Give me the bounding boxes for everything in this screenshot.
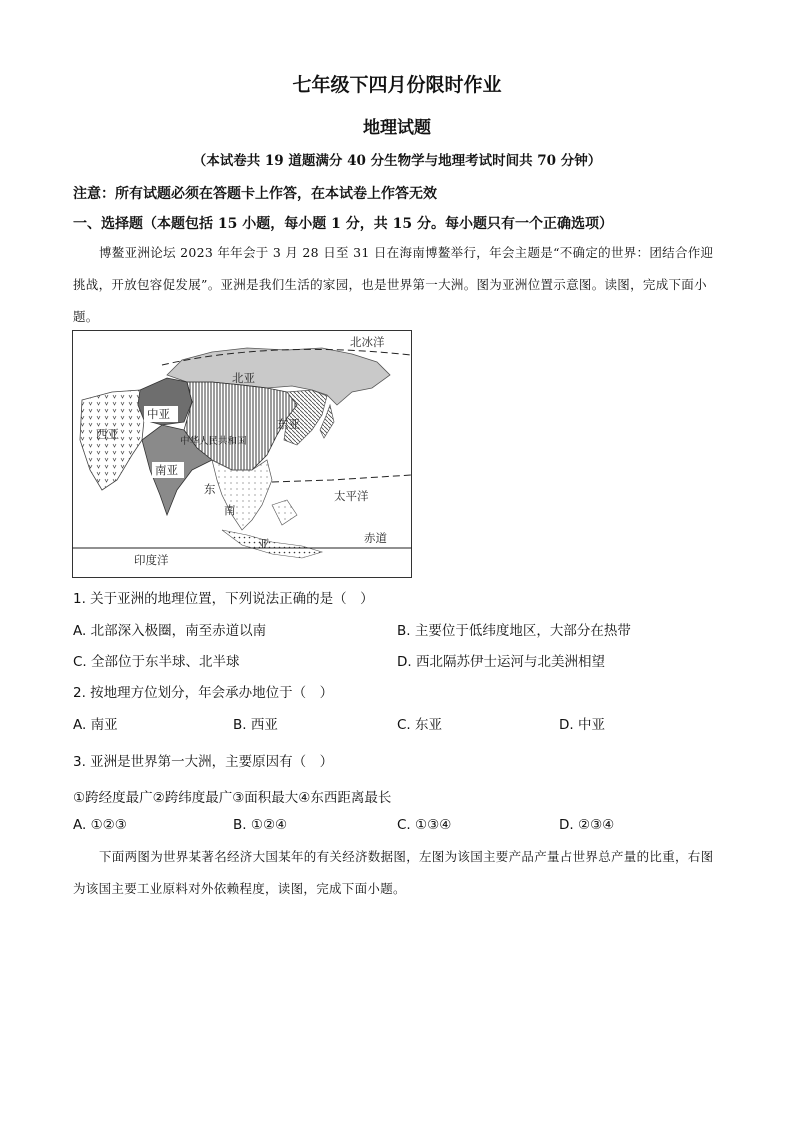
exam-info: （本试卷共 19 道题满分 40 分生物学与地理考试时间共 70 分钟） [192, 153, 602, 169]
question-3-stem: 3. 亚洲是世界第一大洲，主要原因有（ ） [73, 754, 334, 770]
passage-2: 下面两图为世界某著名经济大国某年的有关经济数据图，左图为该国主要产品产量占世界总产量的比重，右图为该国主要工业原料对外依赖程度，读图，完成下面小题。 [73, 849, 714, 896]
question-1-stem: 1. 关于亚洲的地理位置，下列说法正确的是（ ） [73, 591, 374, 607]
q1-option-b: B. 主要位于低纬度地区，大部分在热带 [397, 623, 631, 639]
q2-option-b: B. 西亚 [233, 717, 278, 733]
q1-option-c: C. 全部位于东半球、北半球 [73, 654, 240, 670]
q3-option-a: A. ①②③ [73, 817, 127, 833]
q3-option-d: D. ②③④ [559, 817, 615, 833]
q2-option-a: A. 南亚 [73, 717, 118, 733]
label-southeast-nan: 南 [224, 503, 236, 517]
q2-option-c: C. 东亚 [397, 717, 443, 733]
page-title: 七年级下四月份限时作业 [292, 74, 502, 96]
label-south-asia: 南亚 [155, 463, 178, 477]
label-equator: 赤道 [364, 531, 387, 545]
q3-option-c: C. ①③④ [397, 817, 452, 833]
question-2-stem: 2. 按地理方位划分，年会承办地位于（ ） [73, 685, 334, 701]
asia-location-map [72, 330, 412, 578]
label-central-asia: 中亚 [147, 407, 170, 421]
label-southeast-dong: 东 [204, 482, 216, 496]
label-arctic: 北冰洋 [350, 335, 385, 349]
label-north-asia: 北亚 [232, 371, 255, 385]
question-3-statements: ①跨经度最广②跨纬度最广③面积最大④东西距离最长 [73, 790, 392, 806]
q3-option-b: B. ①②④ [233, 817, 288, 833]
subject-title: 地理试题 [363, 118, 431, 138]
label-indian-ocean: 印度洋 [134, 553, 169, 567]
q1-option-a: A. 北部深入极圈，南至赤道以南 [73, 623, 267, 639]
passage-1: 博鳌亚洲论坛 2023 年年会于 3 月 28 日至 31 日在海南博鳌举行，年会主题是“不确定的世界：团结合作迎挑战，开放包容促发展”。亚洲是我们生活的家园，也是世界第一大洲。图为亚洲位置示意图。读图，完成下面小题。 [73, 245, 714, 324]
section-heading: 一、选择题（本题包括 15 小题，每小题 1 分，共 15 分。每小题只有一个正确选项） [73, 216, 613, 232]
label-southeast-ya: 亚 [258, 537, 270, 551]
q1-option-d: D. 西北隔苏伊士运河与北美洲相望 [397, 654, 605, 670]
label-west-asia: 西亚 [96, 427, 119, 441]
notice: 注意：所有试题必须在答题卡上作答，在本试卷上作答无效 [73, 186, 437, 202]
q2-option-d: D. 中亚 [559, 717, 605, 733]
label-china: 中华人民共和国 [180, 436, 247, 447]
label-east-asia: 东亚 [277, 417, 300, 431]
label-pacific: 太平洋 [334, 489, 369, 503]
